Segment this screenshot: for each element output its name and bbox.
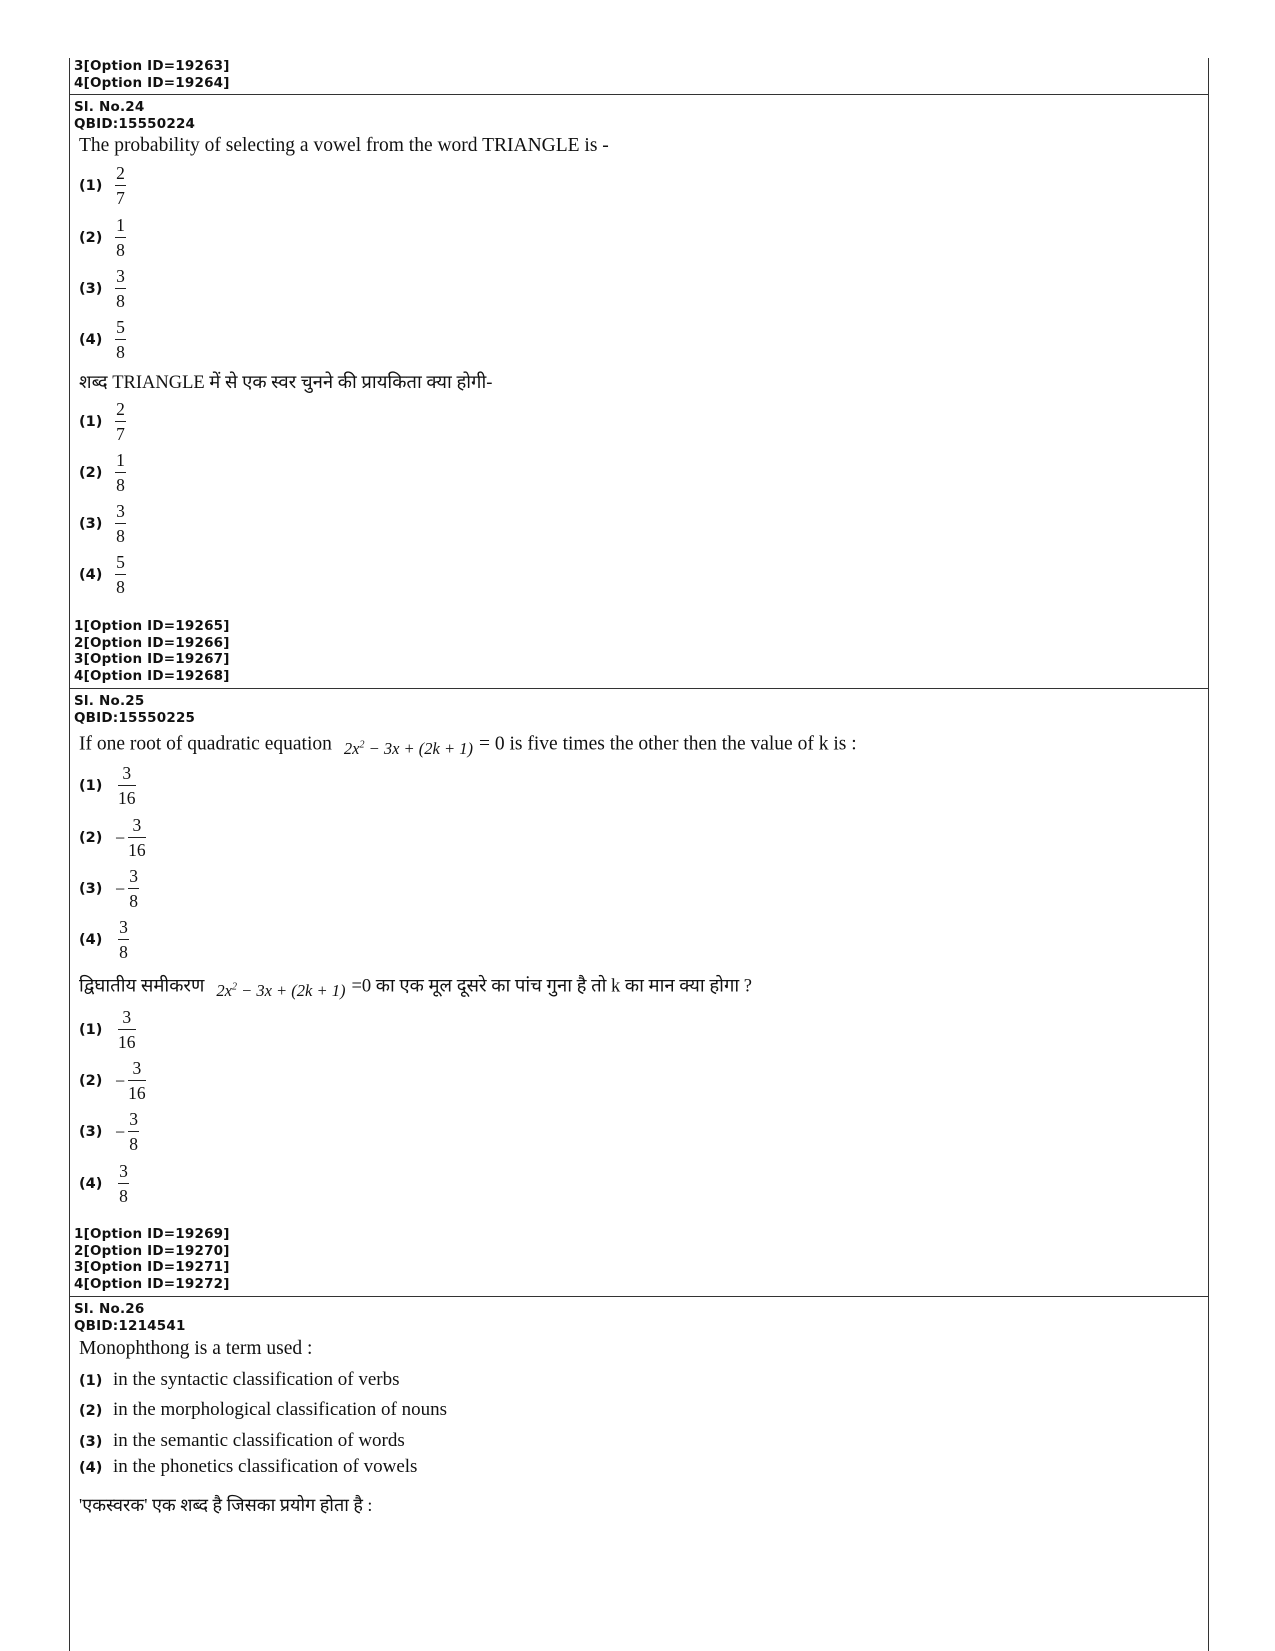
prev-question-option-ids [70, 58, 1208, 91]
divider [70, 688, 1208, 689]
q25-en-option-4 [79, 918, 129, 962]
option-number: (3) [79, 881, 103, 897]
question-26-text-en: Monophthong is a term used : [79, 1338, 313, 1359]
option-number: (1) [79, 178, 103, 194]
qbid: QBID:15550225 [74, 709, 196, 726]
fraction: $\frac{3}{8}$ [119, 917, 128, 962]
text: द्विघातीय समीकरण [79, 976, 205, 997]
equation: $2x^2 - 3x + (2k + 1)$ [216, 980, 346, 1000]
option-number: (4) [79, 567, 103, 583]
serial-number: Sl. No.25 [74, 693, 145, 709]
q24-en-option-3 [79, 267, 126, 311]
option-text: in the phonetics classification of vowels [113, 1456, 418, 1477]
option-id-line: 1[Option ID=19265] [74, 618, 230, 634]
option-id-line: 4[Option ID=19272] [74, 1275, 230, 1292]
option-id-line: 2[Option ID=19266] [74, 634, 230, 651]
fraction: $\frac{3}{8}$ [129, 866, 139, 911]
q25-hi-option-3 [79, 1110, 139, 1154]
option-number: (4) [79, 1460, 103, 1476]
q24-en-option-4 [79, 318, 126, 362]
option-number: (1) [79, 414, 103, 430]
fraction: $\frac{3}{8}$ [116, 266, 125, 311]
q25-en-option-2 [79, 816, 146, 860]
option-id-line: 4[Option ID=19264] [74, 74, 230, 91]
option-number: (2) [79, 1403, 103, 1419]
fraction: $\frac{3}{16}$ [118, 1007, 136, 1052]
equation: 2x2 − 3x + (2k + 1) [343, 738, 473, 758]
option-text: in the semantic classification of words [113, 1430, 405, 1451]
question-24-text-en: The probability of selecting a vowel from the word TRIANGLE is - [79, 135, 609, 156]
q26-option-1 [79, 1369, 400, 1391]
option-number: (4) [79, 1176, 103, 1192]
option-id-line: 3[Option ID=19267] [74, 651, 230, 667]
question-25-header [70, 693, 1208, 726]
fraction: $\frac{3}{8}$ [116, 501, 125, 546]
fraction: $\frac{2}{7}$ [116, 399, 125, 444]
fraction: $\frac{5}{8}$ [116, 317, 125, 362]
option-number: (1) [79, 778, 103, 794]
option-number: (3) [79, 516, 103, 532]
sign: − [115, 827, 126, 848]
serial-number: Sl. No.24 [74, 99, 145, 115]
q26-option-3 [79, 1430, 405, 1452]
sign: − [115, 878, 126, 899]
option-number: (4) [79, 932, 103, 948]
option-number: (2) [79, 1073, 103, 1089]
text: If one root of quadratic equation [79, 733, 332, 755]
fraction: $\frac{3}{8}$ [119, 1161, 128, 1206]
option-text: in the syntactic classification of verbs [113, 1369, 400, 1390]
sign: − [115, 1070, 126, 1091]
question-25-option-ids [70, 1226, 1208, 1292]
sign: − [115, 1121, 126, 1142]
q24-hi-option-3 [79, 502, 126, 546]
divider [70, 1296, 1208, 1297]
q26-option-4 [79, 1456, 417, 1478]
divider [70, 94, 1208, 95]
fraction: $\frac{1}{8}$ [116, 450, 125, 495]
q24-en-option-1 [79, 164, 126, 208]
option-number: (3) [79, 1434, 103, 1450]
q25-hi-option-2 [79, 1059, 146, 1103]
q24-en-option-2 [79, 216, 126, 260]
fraction: $\frac{5}{8}$ [116, 552, 125, 597]
option-number: (1) [79, 1373, 103, 1389]
text: = 0 is five times the other then the value of k is : [479, 733, 857, 755]
q24-hi-option-2 [79, 451, 126, 495]
q25-hi-option-1 [79, 1008, 136, 1052]
option-id-line: 1[Option ID=19269] [74, 1226, 230, 1242]
option-number: (3) [79, 281, 103, 297]
fraction: $\frac{1}{8}$ [116, 215, 125, 260]
question-25-text-en [79, 730, 857, 756]
qbid: QBID:1214541 [74, 1317, 186, 1334]
option-number: (2) [79, 465, 103, 481]
question-25-text-hi [79, 972, 752, 998]
fraction: $\frac{3}{16}$ [128, 815, 146, 860]
option-number: (2) [79, 830, 103, 846]
option-id-line: 4[Option ID=19268] [74, 667, 230, 684]
fraction: $\frac{3}{16}$ [118, 763, 136, 808]
q26-option-2 [79, 1399, 447, 1421]
text: =0 का एक मूल दूसरे का पांच गुना है तो k का मान क्या होगा ? [351, 976, 752, 997]
question-26-text-hi: 'एकस्वरक' एक शब्द है जिसका प्रयोग होता है : [79, 1495, 373, 1515]
option-text: in the morphological classification of nouns [113, 1399, 448, 1420]
fraction: $\frac{2}{7}$ [116, 163, 125, 208]
question-24-text-hi: शब्द TRIANGLE में से एक स्वर चुनने की प्रायकिता क्या होगी- [79, 373, 493, 393]
question-paper-sheet [69, 58, 1209, 1651]
fraction: $\frac{3}{16}$ [128, 1058, 146, 1103]
q24-hi-option-1 [79, 400, 126, 444]
serial-number: Sl. No.26 [74, 1301, 145, 1317]
question-24-option-ids [70, 618, 1208, 684]
question-24-header [70, 99, 1208, 132]
q25-hi-option-4 [79, 1162, 129, 1206]
q24-hi-option-4 [79, 553, 126, 597]
question-26-header [70, 1301, 1208, 1334]
option-id-line: 2[Option ID=19270] [74, 1242, 230, 1259]
fraction: $\frac{3}{8}$ [129, 1109, 139, 1154]
q25-en-option-1 [79, 764, 136, 808]
option-id-line: 3[Option ID=19263] [74, 58, 230, 74]
option-number: (1) [79, 1022, 103, 1038]
q25-en-option-3 [79, 867, 139, 911]
option-number: (4) [79, 332, 103, 348]
qbid: QBID:15550224 [74, 115, 196, 132]
option-number: (2) [79, 230, 103, 246]
option-number: (3) [79, 1124, 103, 1140]
option-id-line: 3[Option ID=19271] [74, 1259, 230, 1275]
